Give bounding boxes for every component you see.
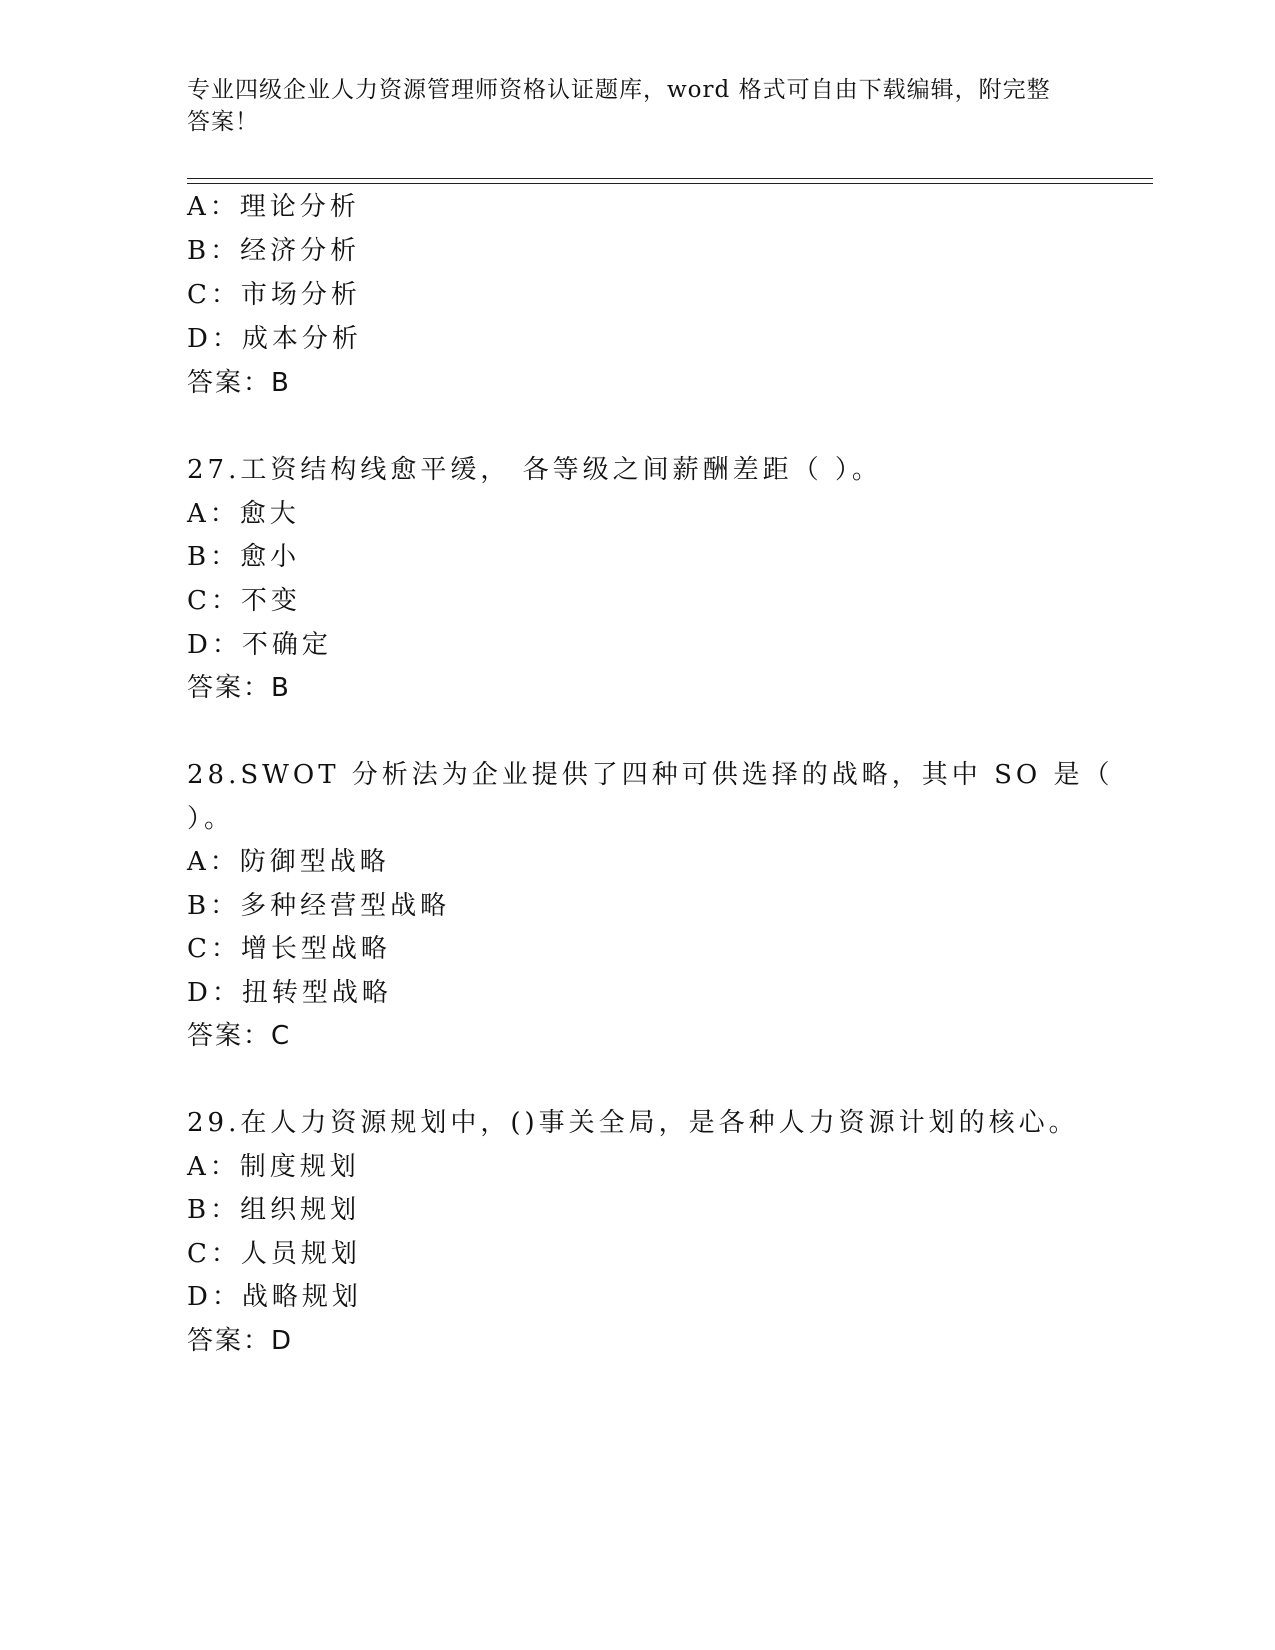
q27-option-d: D：不确定 bbox=[187, 630, 332, 660]
answer-label: 答案： bbox=[187, 673, 272, 703]
answer-label: 答案： bbox=[187, 1326, 272, 1356]
q27-option-a: A：愈大 bbox=[187, 499, 300, 529]
header-divider-top bbox=[187, 178, 1153, 179]
q26-option-a: A：理论分析 bbox=[187, 192, 360, 222]
header-divider-bottom bbox=[187, 183, 1153, 184]
q28-answer bbox=[187, 1019, 291, 1053]
q26-option-b: B：经济分析 bbox=[187, 236, 361, 266]
q26-option-d: D：成本分析 bbox=[187, 324, 362, 354]
answer-value: C bbox=[271, 1021, 292, 1051]
q28-option-d: D：扭转型战略 bbox=[187, 978, 392, 1008]
q29-answer bbox=[187, 1324, 293, 1358]
answer-value: B bbox=[271, 368, 291, 398]
answer-value: B bbox=[271, 673, 291, 703]
q28-question-line-2: ）。 bbox=[187, 804, 235, 834]
q26-option-c: C：市场分析 bbox=[187, 280, 361, 310]
q29-question: 29.在人力资源规划中，()事关全局，是各种人力资源计划的核心。 bbox=[187, 1108, 1079, 1138]
q27-answer bbox=[187, 671, 291, 705]
q29-option-a: A：制度规划 bbox=[187, 1152, 360, 1182]
header-line-1: 专业四级企业人力资源管理师资格认证题库，word 格式可自由下载编辑，附完整 bbox=[187, 77, 1051, 103]
q28-option-b: B：多种经营型战略 bbox=[187, 891, 451, 921]
q27-option-b: B：愈小 bbox=[187, 542, 301, 572]
answer-value: D bbox=[271, 1326, 294, 1356]
q27-option-c: C：不变 bbox=[187, 586, 301, 616]
q26-answer bbox=[187, 366, 291, 400]
q27-question: 27.工资结构线愈平缓， 各等级之间薪酬差距（ ）。 bbox=[187, 455, 882, 485]
q29-option-c: C：人员规划 bbox=[187, 1239, 361, 1269]
q28-question-line-1: 28.SWOT 分析法为企业提供了四种可供选择的战略，其中 SO 是（ bbox=[187, 760, 1114, 790]
document-header bbox=[187, 74, 1087, 138]
header-line-2: 答案！ bbox=[187, 109, 259, 135]
q29-option-d: D：战略规划 bbox=[187, 1282, 362, 1312]
answer-label: 答案： bbox=[187, 368, 272, 398]
q29-option-b: B：组织规划 bbox=[187, 1195, 361, 1225]
q28-option-a: A：防御型战略 bbox=[187, 847, 390, 877]
answer-label: 答案： bbox=[187, 1021, 272, 1051]
q28-option-c: C：增长型战略 bbox=[187, 934, 391, 964]
